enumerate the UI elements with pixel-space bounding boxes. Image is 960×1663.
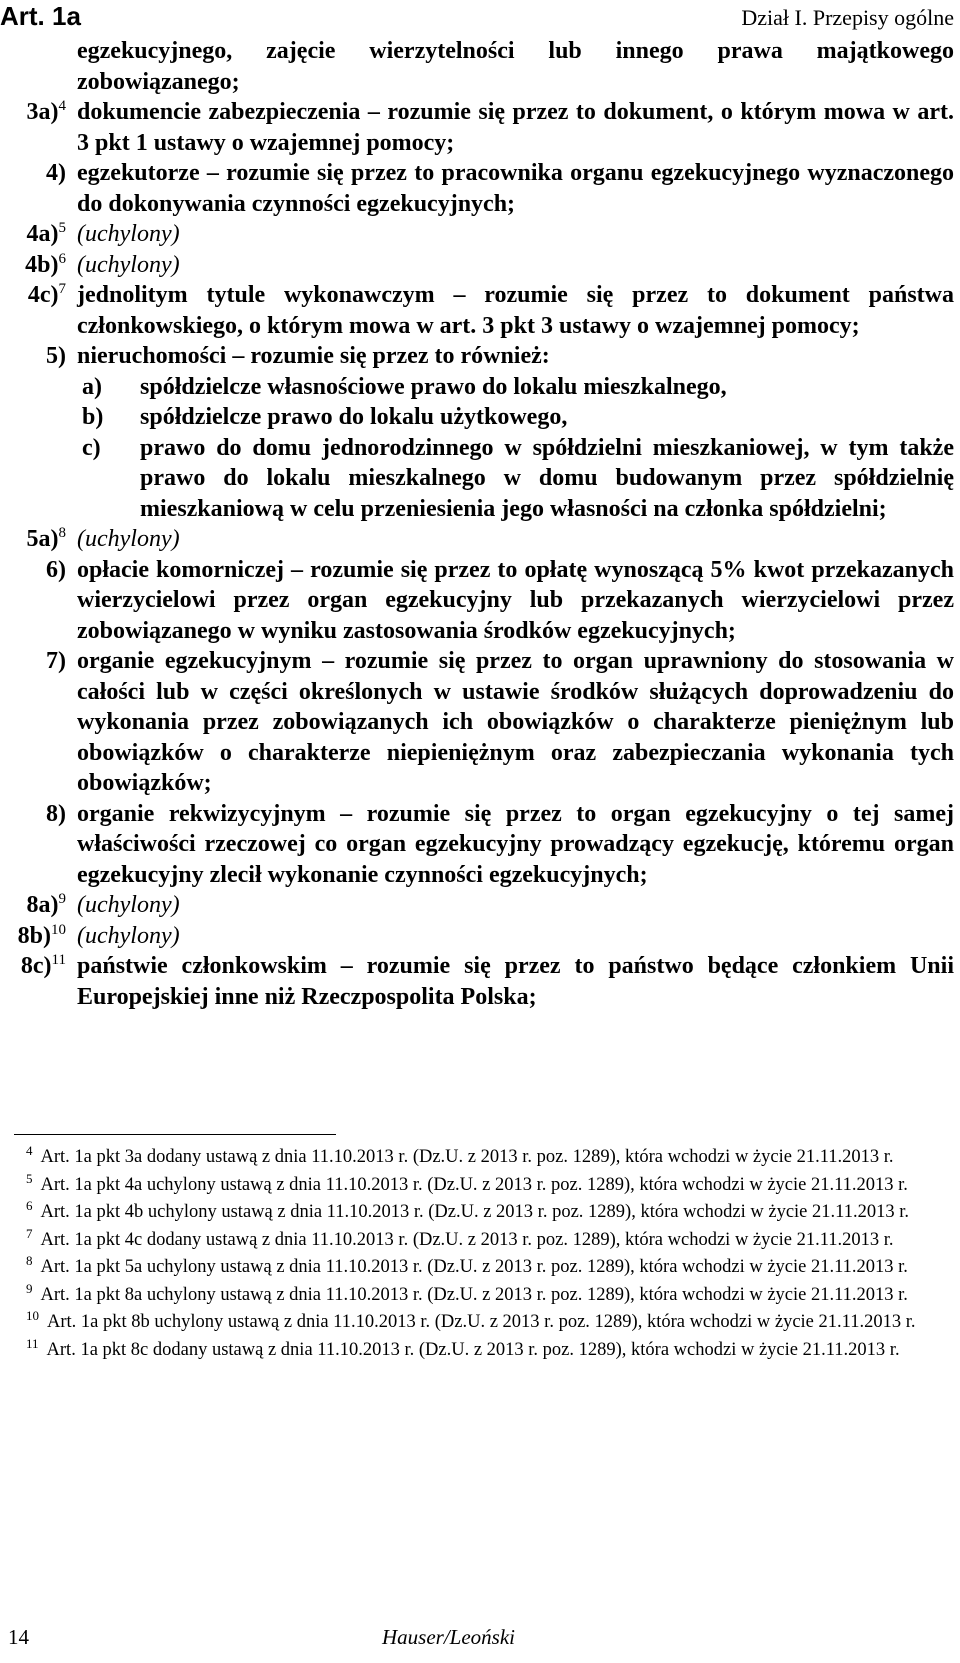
footnote-number: 7 — [26, 1225, 33, 1241]
item-number: 4c) — [27, 282, 59, 308]
item-text: egzekutorze – rozumie się przez to pracownika organu egzekucyjnego wyznaczonego do dokonywania czynności egzekucyjnych; — [77, 160, 954, 217]
footnote-text: Art. 1a pkt 4a uchylony ustawą z dnia 11.10.2013 r. (Dz.U. z 2013 r. poz. 1289), która wchodzi w życie 21.11.2013 r. — [40, 1174, 908, 1195]
footnote-ref: 7 — [58, 281, 66, 297]
item-label — [0, 646, 66, 677]
footnote-text: Art. 1a pkt 4c dodany ustawą z dnia 11.10.2013 r. (Dz.U. z 2013 r. poz. 1289), która wchodzi w życie 21.11.2013 r. — [40, 1229, 894, 1250]
running-header-section: Dział I. Przepisy ogólne — [741, 5, 954, 30]
page-number: 14 — [8, 1625, 29, 1649]
footnote-text: Art. 1a pkt 3a dodany ustawą z dnia 11.10.2013 r. (Dz.U. z 2013 r. poz. 1289), która wchodzi w życie 21.11.2013 r. — [40, 1147, 894, 1167]
footnote-text: Art. 1a pkt 4b uchylony ustawą z dnia 11.10.2013 r. (Dz.U. z 2013 r. poz. 1289), która wchodzi w życie 21.11.2013 r. — [40, 1202, 909, 1222]
definition-item — [0, 921, 954, 952]
definition-list — [0, 36, 954, 372]
item-text: opłacie komorniczej – rozumie się przez to opłatę wynoszącą 5% kwot przekazanych wierzycielowi przez organ egzekucyjny lub przekazanych wierzycielowi przez zobowiązanego w wyniku zastosowania środków egzekucyjnych; — [77, 556, 954, 644]
item-number: 8c) — [20, 953, 52, 979]
footnote-ref: 4 — [58, 98, 66, 114]
footnote-text: Art. 1a pkt 5a uchylony ustawą z dnia 11.10.2013 r. (Dz.U. z 2013 r. poz. 1289), która wchodzi w życie 21.11.2013 r. — [40, 1257, 908, 1277]
item-number: 8) — [46, 800, 66, 827]
item-label — [0, 341, 66, 372]
footnote-number: 9 — [26, 1280, 33, 1296]
item-number: 4) — [46, 160, 66, 186]
item-number: 3a) — [26, 99, 59, 125]
definition-item — [0, 97, 954, 158]
item-number: 4a) — [26, 221, 59, 247]
definition-item — [0, 524, 954, 555]
item-label — [0, 555, 66, 586]
definition-list-continued — [0, 524, 954, 1012]
definition-item — [0, 951, 954, 1012]
footnote-ref: 11 — [51, 952, 66, 968]
item-label — [0, 799, 66, 830]
item-text: państwie członkowskim – rozumie się przez to państwo będące członkiem Unii Europejskiej inne niż Rzeczpospolita Polska; — [77, 953, 954, 1010]
footnote-number: 10 — [26, 1308, 39, 1323]
item-text: (uchylony) — [77, 892, 180, 918]
footnote-number: 5 — [26, 1170, 33, 1186]
footnote — [8, 1172, 954, 1200]
item-text: jednolitym tytule wykonawczym – rozumie się przez to dokument państwa członkowskiego, o którym mowa w art. 3 pkt 3 ustawy o wzajemnej pomocy; — [77, 282, 954, 339]
footnote-ref: 8 — [58, 525, 66, 541]
item-text: organie rekwizycyjnym – rozumie się przez to organ egzekucyjny o tej samej właściwości rzeczowej co organ egzekucyjny prowadzący egzekucję, któremu organ egzekucyjny zlecił wykonanie czynności egzekucyjnych; — [77, 800, 954, 888]
footnote-number: 6 — [26, 1198, 33, 1213]
item-label — [0, 921, 66, 952]
footnote — [8, 1337, 954, 1365]
footnote — [8, 1282, 954, 1310]
item-number: 8a) — [26, 892, 59, 918]
item-text: organie egzekucyjnym – rozumie się przez to organ uprawniony do stosowania w całości lub w części określonych w ustawie środków służących doprowadzeniu do wykonania przez zobowiązanych ich obowiązków o charakterze pieniężnym lub obowiązków o charakterze niepieniężnym oraz zabezpieczania wykonania tych obowiązków; — [77, 648, 954, 796]
footnote-ref: 10 — [51, 921, 66, 938]
footnote — [8, 1199, 954, 1227]
item-label — [0, 890, 66, 921]
page-author: Hauser/Leoński — [382, 1625, 515, 1649]
item-label — [0, 524, 66, 555]
sub-definition-list — [0, 372, 954, 525]
definition-item — [0, 250, 954, 281]
item-text: (uchylony) — [77, 221, 180, 247]
footnote-ref: 9 — [58, 891, 66, 907]
item-label — [0, 219, 66, 250]
footnote — [8, 1254, 954, 1282]
footnote-separator — [14, 1134, 336, 1135]
item-text: (uchylony) — [77, 922, 180, 949]
footnote-ref: 6 — [58, 250, 66, 267]
footnote-number: 8 — [26, 1253, 33, 1268]
item-text: (uchylony) — [77, 251, 180, 278]
definition-item — [0, 646, 954, 799]
item-label — [0, 158, 66, 189]
item-number: 6) — [46, 556, 66, 583]
item-label — [0, 951, 66, 982]
footnote-text: Art. 1a pkt 8a uchylony ustawą z dnia 11.10.2013 r. (Dz.U. z 2013 r. poz. 1289), która wchodzi w życie 21.11.2013 r. — [40, 1284, 908, 1305]
footnote-ref: 5 — [58, 220, 66, 236]
sub-item — [0, 372, 954, 403]
definition-item — [0, 341, 954, 372]
sub-item-label: b) — [82, 404, 104, 430]
item-label — [0, 97, 66, 128]
definition-item — [0, 36, 954, 97]
item-number: 5a) — [26, 526, 59, 552]
footnote-number: 11 — [26, 1335, 39, 1351]
definition-item — [0, 280, 954, 341]
definition-item — [0, 890, 954, 921]
item-number: 7) — [46, 648, 66, 674]
footnote — [8, 1144, 954, 1172]
sub-item — [0, 402, 954, 433]
sub-item-label: a) — [82, 373, 102, 400]
definition-item — [0, 158, 954, 219]
item-text: nieruchomości – rozumie się przez to również: — [77, 343, 550, 369]
definition-item — [0, 555, 954, 647]
item-text: egzekucyjnego, zajęcie wierzytelności lub innego prawa majątkowego zobowiązanego; — [77, 38, 954, 95]
item-number: 5) — [46, 343, 66, 369]
item-number: 4b) — [25, 251, 59, 278]
footnote — [8, 1309, 954, 1337]
sub-item-label: c) — [82, 434, 101, 461]
item-label — [0, 250, 66, 281]
definition-item — [0, 799, 954, 891]
item-label — [0, 280, 66, 311]
footnotes — [8, 1144, 954, 1364]
definition-item — [0, 219, 954, 250]
sub-item-text: spółdzielcze prawo do lokalu użytkowego, — [140, 404, 568, 430]
item-number: 8b) — [17, 922, 51, 949]
sub-item — [0, 433, 954, 525]
item-text: dokumencie zabezpieczenia – rozumie się przez to dokument, o którym mowa w art. 3 pkt 1 ustawy o wzajemnej pomocy; — [77, 99, 954, 156]
footnote-text: Art. 1a pkt 8b uchylony ustawą z dnia 11.10.2013 r. (Dz.U. z 2013 r. poz. 1289), która wchodzi w życie 21.11.2013 r. — [47, 1312, 916, 1332]
sub-item-text: spółdzielcze własnościowe prawo do lokalu mieszkalnego, — [140, 373, 727, 400]
running-header-article: Art. 1a — [0, 1, 81, 31]
footnote — [8, 1227, 954, 1255]
sub-item-text: prawo do domu jednorodzinnego w spółdzielni mieszkaniowej, w tym także prawo do lokalu mieszkalnego w domu budowanym przez spółdzielnię mieszkaniową w celu przeniesienia jego własności na członka spółdzielni; — [140, 434, 954, 522]
article-body — [0, 36, 954, 1012]
item-text: (uchylony) — [77, 526, 180, 552]
footnote-text: Art. 1a pkt 8c dodany ustawą z dnia 11.10.2013 r. (Dz.U. z 2013 r. poz. 1289), która wchodzi w życie 21.11.2013 r. — [46, 1339, 900, 1360]
footnote-number: 4 — [26, 1143, 33, 1158]
